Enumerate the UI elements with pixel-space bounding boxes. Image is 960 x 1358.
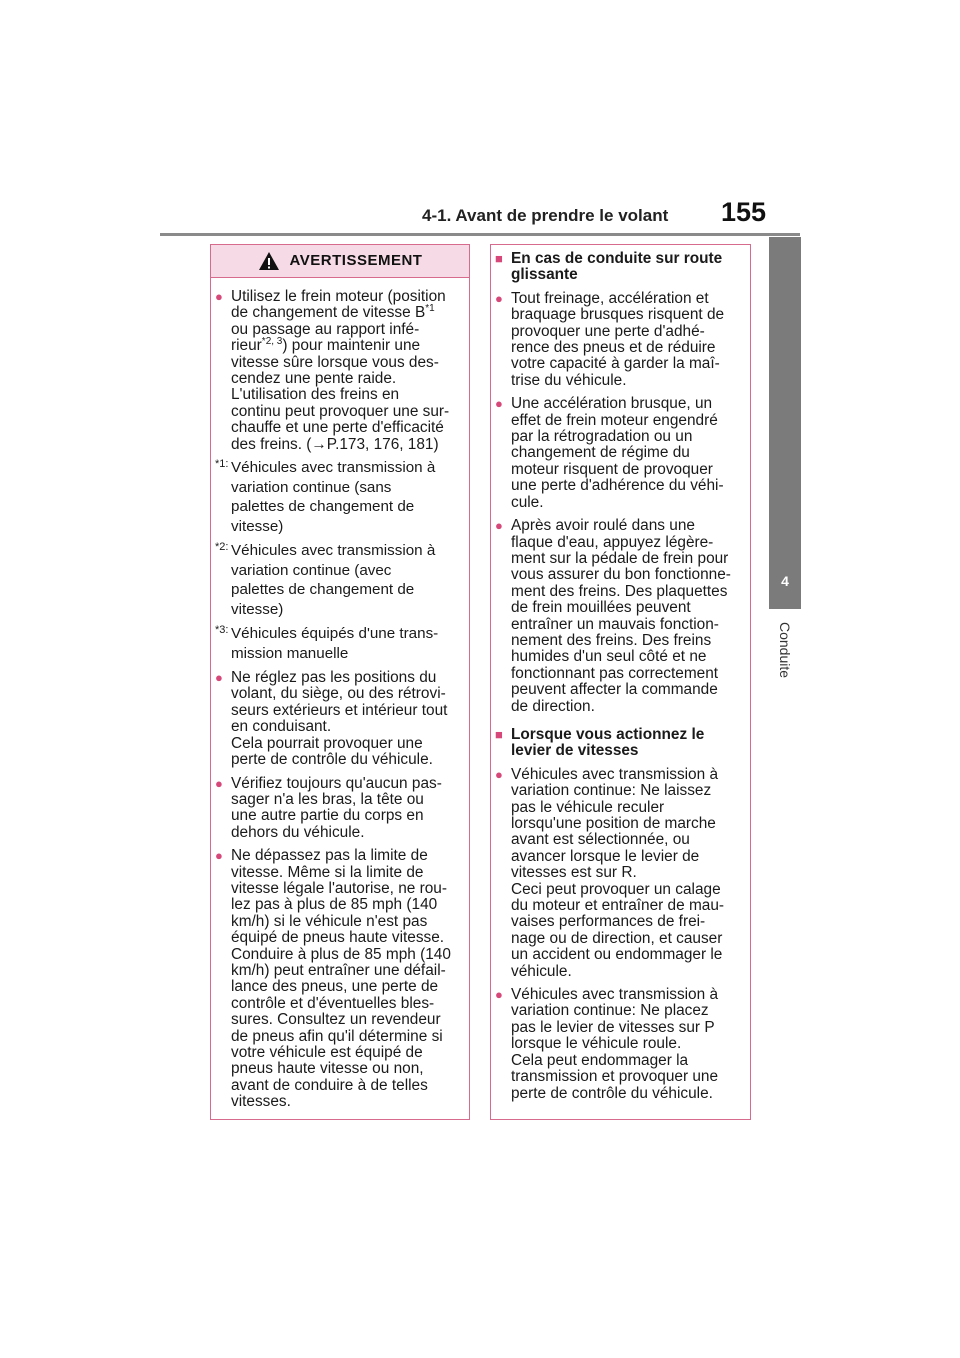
bullet-icon: ● [495,396,503,412]
text-line: continu peut provoquer une sur- [231,402,450,420]
footnote-mark: *3: [215,624,229,637]
text-line: palettes de changement de [231,581,415,599]
page-header [0,0,960,240]
text-line: votre capacité à garder la maî- [511,355,720,373]
text-line: pas le levier de vitesses sur P [511,1018,715,1036]
text-line: rence des pneus et de réduire [511,339,716,357]
text-line: seurs extérieurs et intérieur tout [231,701,448,719]
text-line: Conduire à plus de 85 mph (140 [231,945,451,963]
section-title: 4-1. Avant de prendre le volant [422,206,669,225]
text-line: vitesse) [231,600,284,618]
warning-item [215,670,459,768]
text-line: vaises performances de frei- [511,913,706,931]
text-line: Ne réglez pas les positions du [231,669,437,687]
text-line: de pneus afin qu'il détermine si [231,1027,443,1045]
text-line: Véhicules avec transmission à [511,765,719,783]
text-line: dehors du véhicule. [231,823,365,841]
text-line: sager n'a les bras, la tête ou [231,790,424,808]
footnote [215,541,459,619]
warning-item [215,776,459,842]
text-line: Véhicules équipés d'une trans- [231,625,439,643]
text-line: trise du véhicule. [511,371,627,389]
info-content [491,245,750,1102]
text-line: ment des freins. Des plaquettes [511,582,728,600]
text-line: variation continue: Ne laissez [511,782,712,800]
text-line: de direction. [511,697,595,715]
bullet-icon: ● [495,987,503,1003]
warning-title: AVERTISSEMENT [289,251,423,269]
text-line: Véhicules avec transmission à [231,459,436,477]
text-line: vitesse. Même si la limite de [231,863,424,881]
square-bullet-icon: ■ [495,726,503,742]
text-line: ou passage au rapport infé- [231,320,420,338]
text-line: nage ou de direction, et causer [511,929,723,947]
warning-item [215,848,459,1111]
text-line: vitesse) [231,517,284,535]
text-line: cule. [511,493,544,511]
text-line: entraîner un mauvais fonction- [511,615,719,633]
text-line: contrôle et d'éventuelles bles- [231,994,435,1012]
footnote-ref: *1 [425,303,435,315]
text-line: Lorsque vous actionnez le [511,725,705,743]
text-line: Ne dépassez pas la limite de [231,847,428,865]
text-line: des freins. (→P.173, 176, 181) [231,435,439,453]
footnote-mark: *1: [215,458,229,471]
bullet-icon: ● [495,518,503,534]
text-line: flaque d'eau, appuyez légère- [511,533,714,551]
text-line: de changement de vitesse B [231,304,426,322]
info-box [490,244,751,1120]
text-line: chauffe et une perte d'efficacité [231,419,444,437]
text-line: de frein mouillées peuvent [511,599,691,617]
text-line: Cela pourrait provoquer une [231,734,423,752]
text-line: un accident ou endommager le [511,946,723,964]
text-line: vitesses. [231,1093,291,1111]
text-line: avant est sélectionnée, ou [511,831,690,849]
text-line: glissante [511,266,578,284]
text-line: En cas de conduite sur route [511,250,723,267]
bullet-icon: ● [215,848,223,864]
text-line: Cela peut endommager la [511,1051,689,1069]
text-line: perte de contrôle du véhicule. [511,1084,713,1102]
bullet-icon: ● [215,670,223,686]
bullet-icon: ● [495,766,503,782]
text-line: avancer lorsque le levier de [511,847,700,865]
text-line: avant de conduire à de telles [231,1076,428,1094]
text-line: Une accélération brusque, un [511,395,713,413]
info-item [495,767,740,980]
text-line: volant, du siège, ou des rétrovi- [231,685,446,703]
text-line: lez pas à plus de 85 mph (140 [231,896,438,914]
text-line: Ceci peut provoquer un calage [511,880,721,898]
text-line: humides d'un seul côté et ne [511,648,707,666]
text-line: pneus haute vitesse ou non, [231,1060,424,1078]
text-line: nement des freins. Des freins [511,631,712,649]
text-line: véhicule. [511,962,572,980]
footnote-mark: *2: [215,541,229,554]
text-line: variation continue (sans [231,478,392,496]
text-line: braquage brusques risquent de [511,306,725,324]
text-line: en conduisant. [231,718,332,736]
warning-triangle-icon [258,251,280,271]
warning-item [215,289,459,453]
bullet-icon: ● [495,290,503,306]
chapter-label: Conduite [777,622,793,679]
text-line: mission manuelle [231,644,349,662]
text-line: une perte d'adhérence du véhi- [511,477,724,495]
info-item [495,518,740,715]
text-line: Tout freinage, accélération et [511,289,709,307]
page-number: 155 [720,197,766,227]
text-line: Véhicules avec transmission à [231,542,436,560]
text-line: variation continue (avec [231,561,392,579]
footnote-ref: *2, 3 [261,336,283,348]
text-line: provoquer une perte d'adhé- [511,322,705,340]
footnote [215,624,459,663]
text-line: lorsqu'une position de marche [511,815,716,832]
warning-content [211,278,469,1111]
info-item [495,987,740,1102]
text-line: ) pour maintenir une [282,337,421,355]
text-line: changement de régime du [511,444,690,462]
warning-box [210,244,470,1120]
text-line: équipé de pneus haute vitesse. [231,929,445,947]
section-heading [495,727,740,760]
text-line: vous assurer du bon fonctionne- [511,566,731,584]
text-line: km/h) si le véhicule n'est pas [231,912,428,930]
text-line: Véhicules avec transmission à [511,986,719,1004]
section-heading [495,251,740,284]
chapter-number: 4 [781,573,789,589]
square-bullet-icon: ■ [495,251,503,266]
text-line: une autre partie du corps en [231,807,424,825]
text-line: vitesse sûre lorsque vous des- [231,353,439,371]
text-line: cendez une pente raide. [231,370,397,388]
text-line: vitesses est sur R. [511,864,637,882]
text-line: moteur risquent de provoquer [511,460,713,478]
text-line: votre véhicule est équipé de [231,1044,423,1061]
text-line: vitesse légale l'autorise, ne rou- [231,879,447,897]
bullet-icon: ● [215,775,223,791]
text-line: lorsque le véhicule roule. [511,1035,682,1053]
text-line: levier de vitesses [511,742,639,760]
text-line: L'utilisation des freins en [231,386,400,404]
text-line: effet de frein moteur engendré [511,411,718,429]
text-line: Vérifiez toujours qu'aucun pas- [231,774,442,792]
text-line: Après avoir roulé dans une [511,517,695,535]
text-line: ment sur la pédale de frein pour [511,549,729,567]
text-line: palettes de changement de [231,498,415,516]
text-line: Utilisez le frein moteur (position [231,288,446,305]
warning-header [211,245,469,278]
text-line: fonctionnant pas correctement [511,664,719,682]
footnote [215,458,459,536]
text-line: perte de contrôle du véhicule. [231,751,433,769]
text-line: du moteur et entraîner de mau- [511,897,725,915]
info-item [495,396,740,511]
chapter-tab[interactable] [769,237,801,609]
bullet-icon: ● [215,289,223,304]
text-line: peuvent affecter la commande [511,681,718,699]
info-item [495,291,740,389]
text-line: rieur [231,337,262,355]
text-line: sures. Consultez un revendeur [231,1011,441,1029]
text-line: variation continue: Ne placez [511,1002,709,1020]
text-line: km/h) peut entraîner une défail- [231,961,446,979]
header-rule [160,233,800,236]
text-line: par la rétrogradation ou un [511,428,693,446]
text-line: pas le véhicule reculer [511,798,665,816]
text-line: transmission et provoquer une [511,1068,719,1086]
text-line: lance des pneus, une perte de [231,978,439,996]
